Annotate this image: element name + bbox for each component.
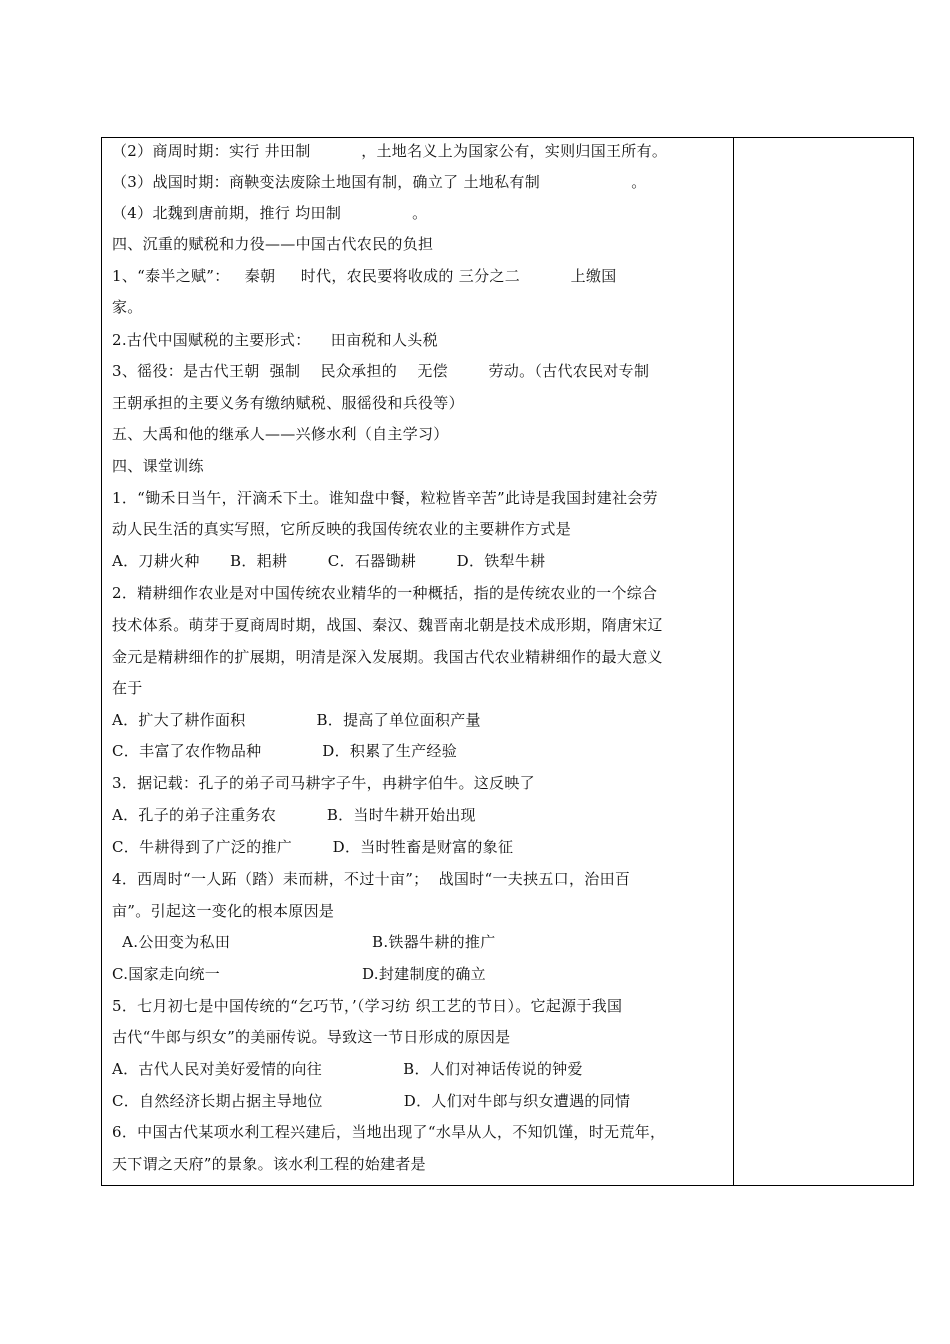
question-text: 动人民生活的真实写照，它所反映的我国传统农业的主要耕作方式是: [112, 520, 572, 538]
text-line: 王朝承担的主要义务有缴纳赋税、服徭役和兵役等）: [112, 394, 464, 412]
text-line: 3、徭役：是古代王朝 强制 民众承担的 无偿 劳动。（古代农民对专制: [112, 362, 650, 380]
question-text: 在于: [112, 679, 143, 697]
question-text: 2．精耕细作农业是对中国传统农业精华的一种概括，指的是传统农业的一个综合: [112, 584, 658, 602]
question-text: 技术体系。萌芽于夏商周时期，战国、秦汉、魏晋南北朝是技术成形期，隋唐宋辽: [112, 616, 663, 634]
question-text: 亩”。引起这一变化的根本原因是: [112, 902, 335, 920]
text-line: （2）商周时期：实行 井田制 ，土地名义上为国家公有，实则归国王所有。: [112, 142, 668, 160]
answer-options: C.国家走向统一 D.封建制度的确立: [112, 965, 486, 983]
question-text: 3．据记载：孔子的弟子司马耕字子牛，冉耕字伯牛。这反映了: [112, 774, 535, 792]
section-heading: 四、课堂训练: [112, 457, 204, 475]
worksheet-table: [101, 137, 914, 1186]
answer-options: C．牛耕得到了广泛的推广 D．当时牲畜是财富的象征: [112, 838, 514, 856]
answer-options: A．孔子的弟子注重务农 B．当时牛耕开始出现: [112, 806, 476, 824]
answer-options: A.公田变为私田 B.铁器牛耕的推广: [112, 933, 496, 951]
text-line: （3）战国时期：商鞅变法废除土地国有制，确立了 土地私有制 。: [112, 173, 647, 191]
answer-options: C．自然经济长期占据主导地位 D．人们对牛郎与织女遭遇的同情: [112, 1092, 631, 1110]
question-text: 6．中国古代某项水利工程兴建后，当地出现了“水旱从人，不知饥馑，时无荒年，: [112, 1123, 666, 1141]
text-line: 2.古代中国赋税的主要形式： 田亩税和人头税: [112, 331, 438, 349]
notes-cell: [734, 138, 913, 1185]
text-line: 家。: [112, 298, 143, 316]
answer-options: A．古代人民对美好爱情的向往 B．人们对神话传说的钟爱: [112, 1060, 583, 1078]
text-line: 1、“泰半之赋”： 秦朝 时代，农民要将收成的 三分之二 上缴国: [112, 267, 617, 285]
answer-options: A．刀耕火种 B．耜耕 C．石器锄耕 D．铁犁牛耕: [112, 552, 546, 570]
section-heading: 四、沉重的赋税和力役——中国古代农民的负担: [112, 235, 434, 253]
question-text: 4．西周时“一人跖（踏）耒而耕，不过十亩”； 战国时“一夫挟五口，治田百: [112, 870, 631, 888]
question-text: 金元是精耕细作的扩展期，明清是深入发展期。我国古代农业精耕细作的最大意义: [112, 648, 663, 666]
question-text: 5．七月初七是中国传统的“乞巧节，’（学习纺 织工艺的节日）。它起源于我国: [112, 997, 623, 1015]
question-text: 1．“锄禾日当午，汗滴禾下土。谁知盘中餐，粒粒皆辛苦”此诗是我国封建社会劳: [112, 489, 658, 507]
text-line: （4）北魏到唐前期，推行 均田制 。: [112, 204, 428, 222]
section-heading: 五、大禹和他的继承人——兴修水利（自主学习）: [112, 425, 449, 443]
answer-options: C．丰富了农作物品种 D．积累了生产经验: [112, 742, 458, 760]
question-text: 古代“牛郎与织女”的美丽传说。导致这一节日形成的原因是: [112, 1028, 511, 1046]
question-text: 天下谓之天府”的景象。该水利工程的始建者是: [112, 1155, 426, 1173]
answer-options: A．扩大了耕作面积 B．提高了单位面积产量: [112, 711, 481, 729]
